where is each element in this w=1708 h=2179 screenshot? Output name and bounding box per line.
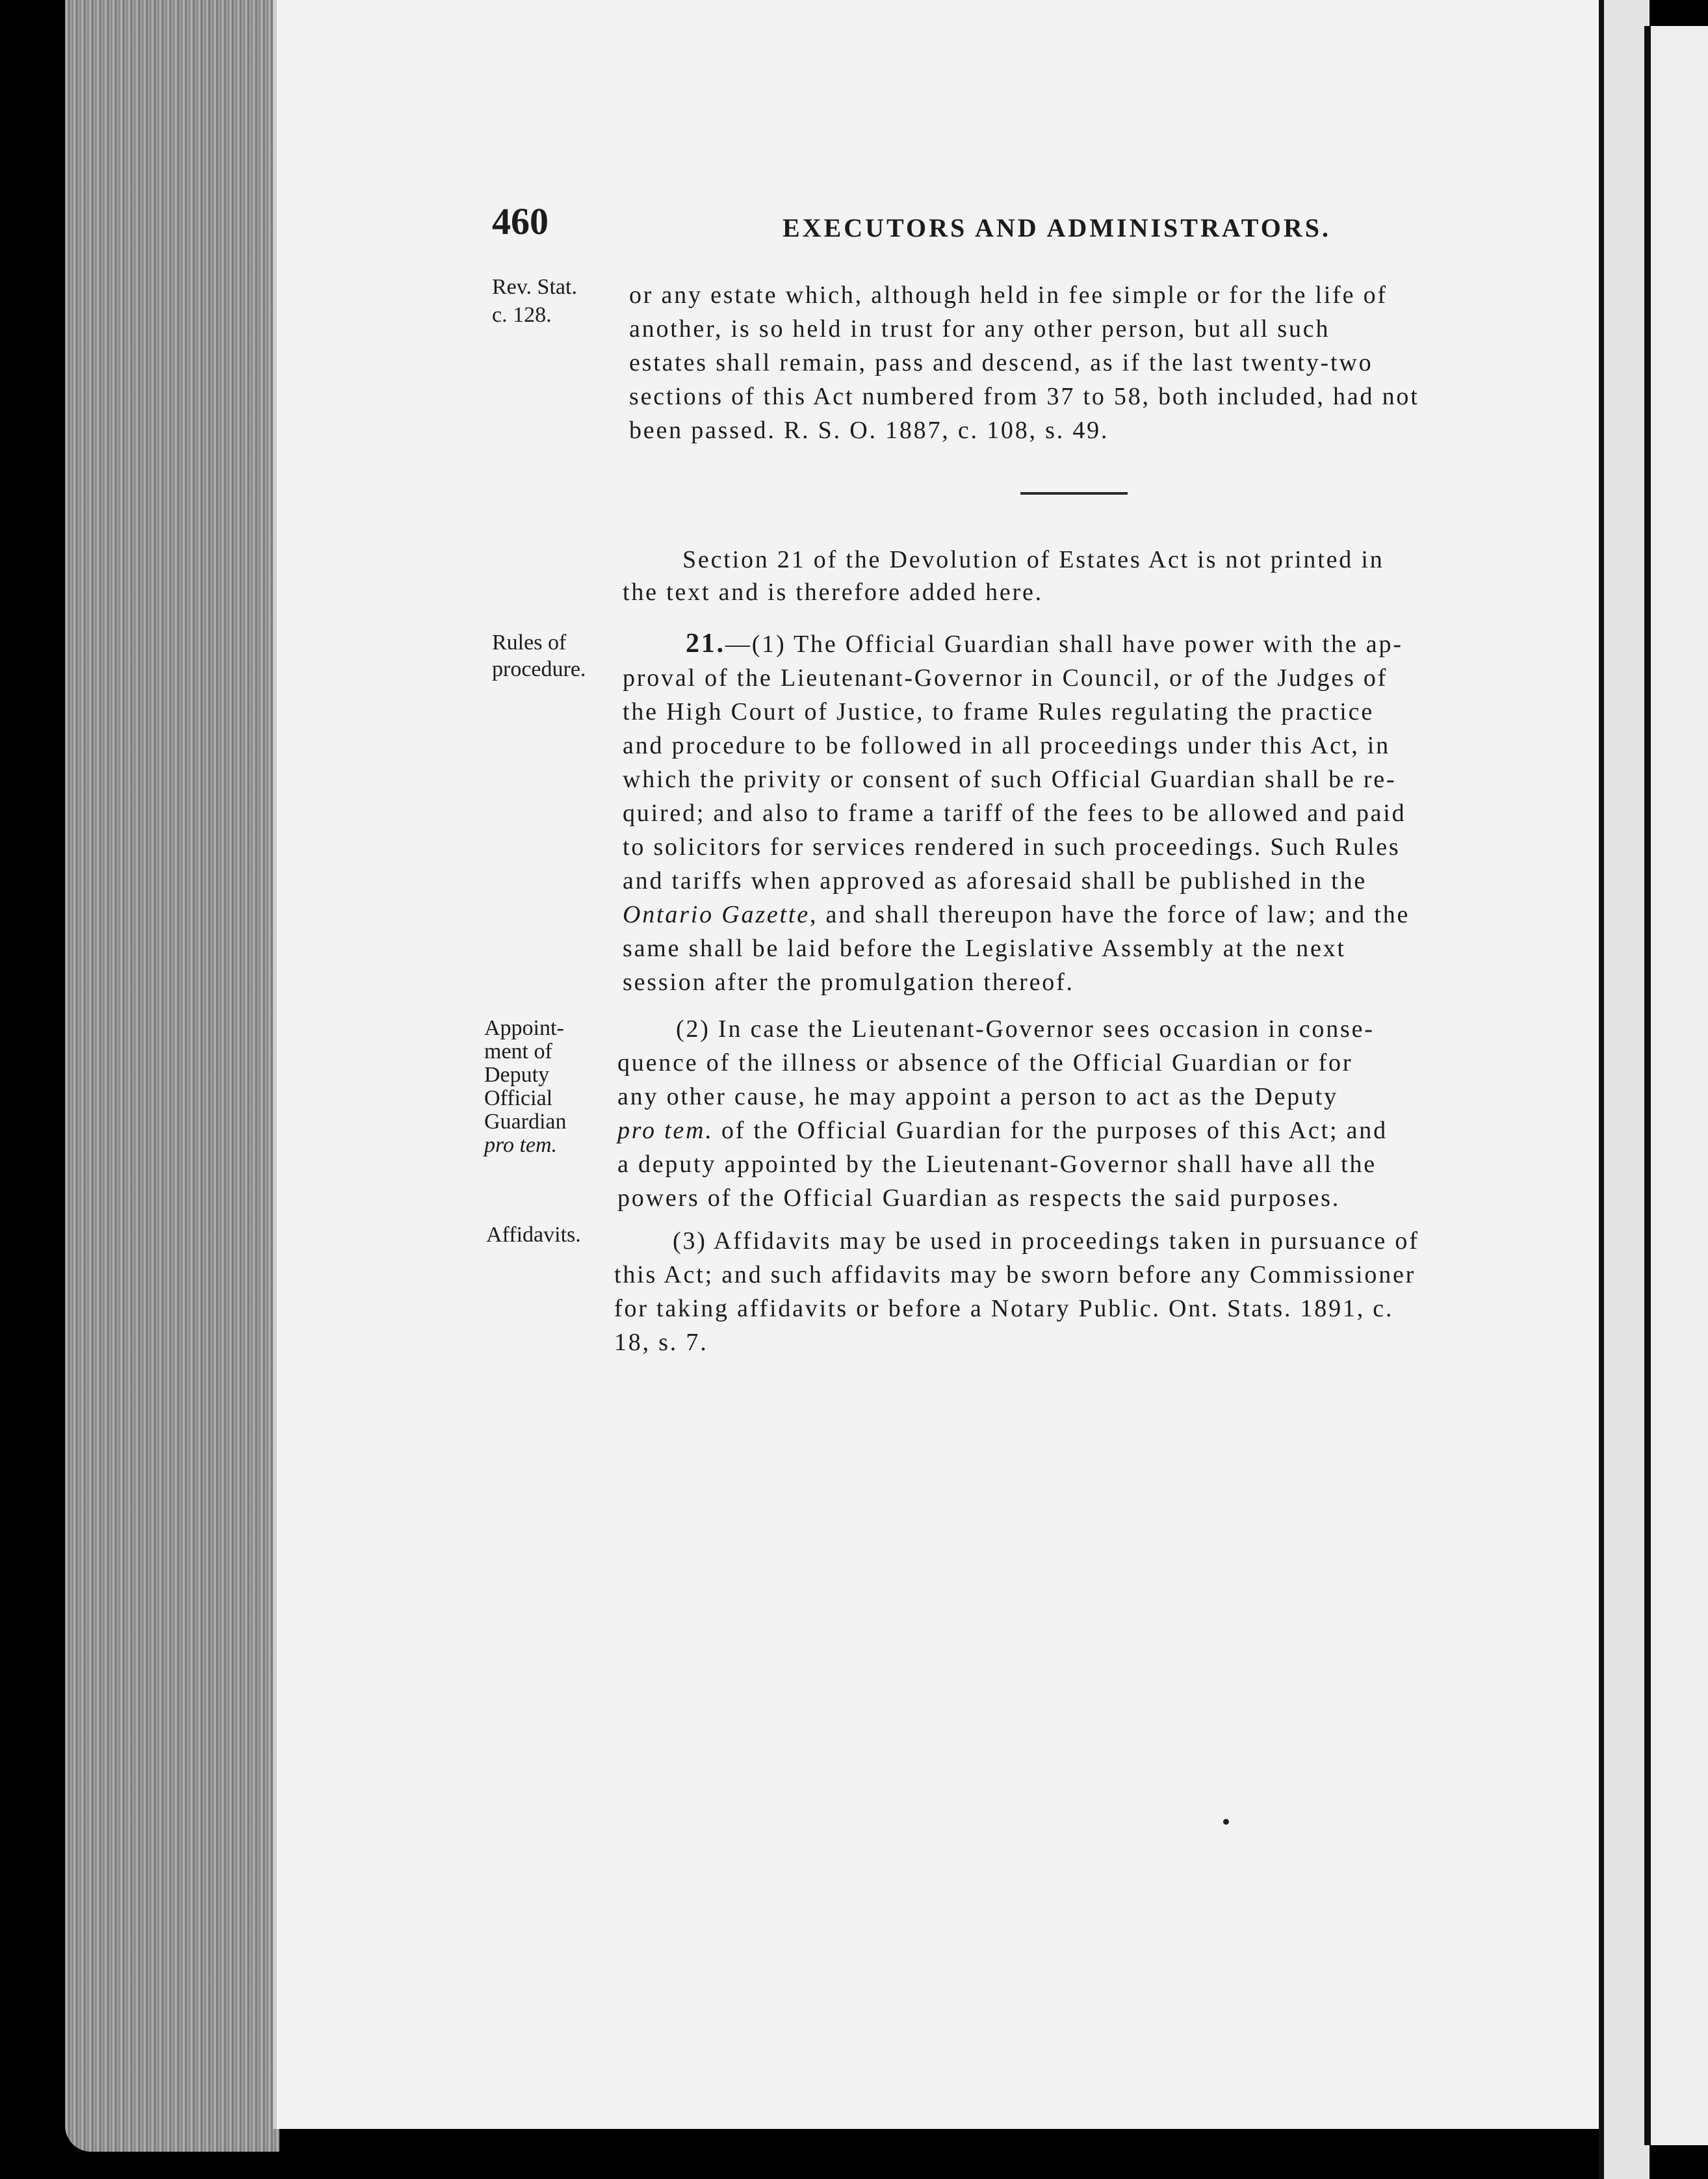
section-number: 21. bbox=[686, 629, 725, 659]
text-line: 18, s. 7. bbox=[614, 1329, 708, 1356]
margin-note-rev-stat: c. 128. bbox=[492, 303, 552, 327]
section-line bbox=[686, 627, 1403, 661]
text-line: estates shall remain, pass and descend, as if the last twenty-two bbox=[629, 349, 1373, 376]
margin-note-appointment: ment of bbox=[484, 1039, 552, 1063]
margin-note-appointment: Appoint- bbox=[484, 1016, 564, 1040]
margin-note-rev-stat: Rev. Stat. bbox=[492, 275, 577, 299]
text-line: quired; and also to frame a tariff of the fees to be allowed and paid bbox=[623, 800, 1406, 827]
text-line: the text and is therefore added here. bbox=[623, 579, 1043, 606]
text-line: another, is so held in trust for any other person, but all such bbox=[629, 315, 1330, 343]
book-page-edges bbox=[65, 0, 279, 2152]
text-line: which the privity or consent of such Official Guardian shall be re- bbox=[623, 766, 1397, 793]
text-line: Ontario Gazette, and shall thereupon have the force of law; and the bbox=[623, 901, 1410, 928]
text-line: sections of this Act numbered from 37 to 58, both included, had not bbox=[629, 383, 1419, 410]
text-line: powers of the Official Guardian as respects the said purposes. bbox=[617, 1184, 1341, 1212]
text-line: or any estate which, although held in fee simple or for the life of bbox=[629, 281, 1388, 309]
text-line: this Act; and such affidavits may be sworn before any Commissioner bbox=[614, 1261, 1416, 1288]
margin-note-affidavits: Affidavits. bbox=[486, 1223, 581, 1247]
binding-gutter bbox=[1599, 0, 1650, 2179]
text-line: session after the promulgation thereof. bbox=[623, 969, 1074, 996]
text-line: quence of the illness or absence of the Official Guardian or for bbox=[617, 1049, 1353, 1076]
facing-page-edge bbox=[1644, 26, 1708, 2145]
section-text: —(1) The Official Guardian shall have power with the ap- bbox=[725, 631, 1403, 658]
ink-speck bbox=[1223, 1819, 1229, 1825]
running-title: EXECUTORS AND ADMINISTRATORS. bbox=[783, 213, 1331, 242]
text-line: a deputy appointed by the Lieutenant-Governor shall have all the bbox=[617, 1151, 1377, 1178]
section-divider bbox=[1020, 492, 1128, 495]
text-line: been passed. R. S. O. 1887, c. 108, s. 49. bbox=[629, 417, 1109, 444]
page-number: 460 bbox=[492, 200, 549, 242]
text-line: and tariffs when approved as aforesaid shall be published in the bbox=[623, 867, 1367, 894]
margin-note-appointment: Official bbox=[484, 1086, 553, 1110]
text-line: (2) In case the Lieutenant-Governor sees occasion in conse- bbox=[676, 1015, 1375, 1043]
text-line: Section 21 of the Devolution of Estates Act is not printed in bbox=[682, 546, 1384, 573]
margin-note-rules: Rules of bbox=[492, 631, 567, 655]
text-line: for taking affidavits or before a Notary Public. Ont. Stats. 1891, c. bbox=[614, 1295, 1394, 1322]
text-line: pro tem. of the Official Guardian for the purposes of this Act; and bbox=[617, 1117, 1388, 1144]
text-line: to solicitors for services rendered in such proceedings. Such Rules bbox=[623, 833, 1401, 861]
margin-note-rules: procedure. bbox=[492, 657, 586, 681]
text-line: (3) Affidavits may be used in proceedings taken in pursuance of bbox=[673, 1227, 1419, 1255]
text-line: the High Court of Justice, to frame Rules regulating the practice bbox=[623, 698, 1374, 725]
margin-note-appointment: Deputy bbox=[484, 1063, 550, 1087]
margin-note-appointment: Guardian bbox=[484, 1110, 567, 1134]
text-line: same shall be laid before the Legislative Assembly at the next bbox=[623, 935, 1346, 962]
text-line: any other cause, he may appoint a person to act as the Deputy bbox=[617, 1083, 1338, 1110]
text-line: and procedure to be followed in all proceedings under this Act, in bbox=[623, 732, 1390, 759]
margin-note-appointment: pro tem. bbox=[484, 1133, 558, 1157]
text-line: proval of the Lieutenant-Governor in Council, or of the Judges of bbox=[623, 664, 1388, 692]
